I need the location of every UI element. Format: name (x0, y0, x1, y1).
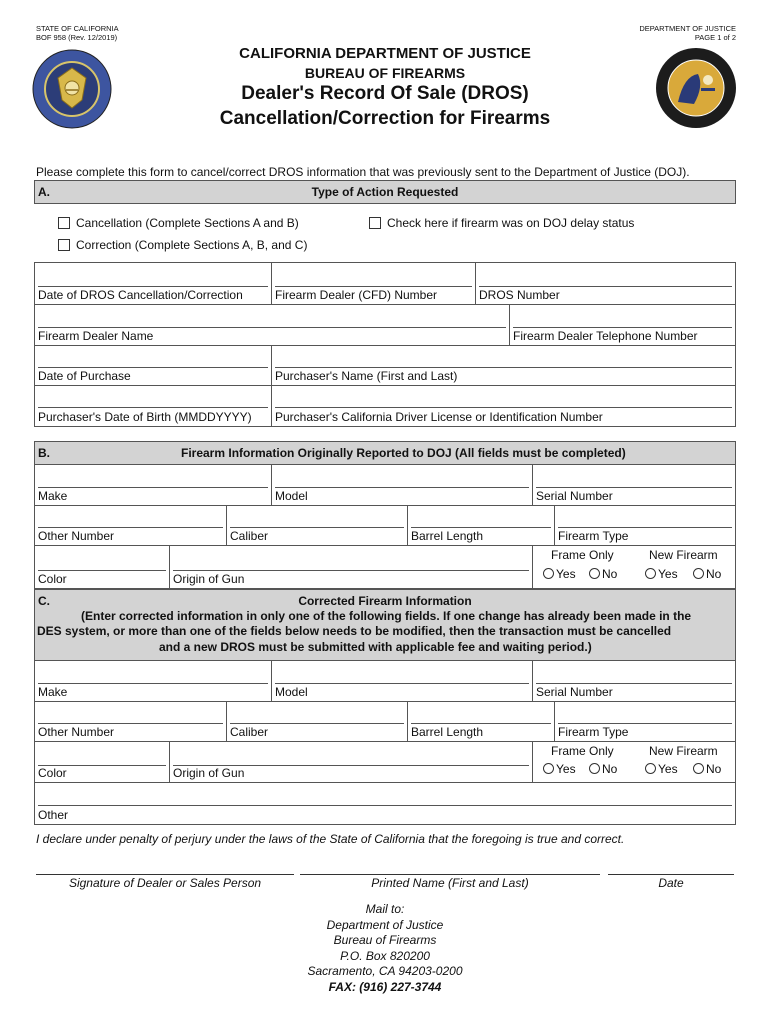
c-frame-only-group (533, 742, 635, 782)
b-frame-only-label: Frame Only (551, 548, 614, 562)
section-c-note-1: (Enter corrected information in only one of the following fields. If one change has already been made in the (81, 609, 692, 623)
c-other-field[interactable]: Other (35, 783, 735, 824)
c-origin-field[interactable]: Origin of Gun (170, 742, 533, 782)
c-new-firearm-label: New Firearm (649, 744, 718, 758)
date-line[interactable] (608, 874, 734, 875)
c-other-number-field[interactable]: Other Number (35, 702, 227, 741)
printed-name-line[interactable] (300, 874, 600, 875)
dealer-phone-field[interactable]: Firearm Dealer Telephone Number (510, 305, 735, 345)
form-title: Dealer's Record Of Sale (DROS) (241, 83, 529, 104)
b-new-firearm-label: New Firearm (649, 548, 718, 562)
c-firearm-type-field[interactable]: Firearm Type (555, 702, 735, 741)
correction-checkbox[interactable] (58, 239, 70, 251)
c-frame-yes-radio[interactable] (543, 763, 554, 774)
b-model-field[interactable]: Model (272, 465, 533, 505)
cancellation-label: Cancellation (Complete Sections A and B) (76, 216, 299, 230)
section-c-note-3: and a new DROS must be submitted with applicable fee and waiting period.) (159, 640, 592, 654)
agency-title: CALIFORNIA DEPARTMENT OF JUSTICE (239, 45, 531, 62)
license-field[interactable]: Purchaser's California Driver License or Identification Number (272, 386, 735, 426)
b-frame-yes-radio[interactable] (543, 568, 554, 579)
c-model-field[interactable]: Model (272, 661, 533, 701)
b-make-field[interactable]: Make (35, 465, 272, 505)
mail-line-2: Department of Justice (326, 917, 444, 932)
c-make-field[interactable]: Make (35, 661, 272, 701)
b-serial-field[interactable]: Serial Number (533, 465, 735, 505)
delay-option[interactable] (369, 216, 634, 230)
b-firearm-type-field[interactable]: Firearm Type (555, 506, 735, 545)
section-b-fields (34, 465, 736, 589)
c-color-field[interactable]: Color (35, 742, 170, 782)
date-label: Date (658, 876, 684, 890)
c-frame-no[interactable]: No (589, 762, 617, 780)
c-frame-only-label: Frame Only (551, 744, 614, 758)
b-frame-no[interactable]: No (589, 567, 617, 586)
c-caliber-field[interactable]: Caliber (227, 702, 408, 741)
b-new-no-radio[interactable] (693, 568, 704, 579)
dob-field[interactable]: Purchaser's Date of Birth (MMDDYYYY) (35, 386, 272, 426)
section-a-title: Type of Action Requested (311, 185, 459, 199)
section-b-title: Firearm Information Originally Reported to DOJ (All fields must be completed) (181, 446, 626, 460)
delay-label: Check here if firearm was on DOJ delay status (387, 216, 635, 230)
dealer-cfd-field[interactable]: Firearm Dealer (CFD) Number (272, 263, 476, 304)
section-b-header (34, 441, 736, 465)
b-caliber-field[interactable]: Caliber (227, 506, 408, 545)
mail-address (0, 902, 770, 995)
page-number: PAGE 1 of 2 (694, 33, 736, 42)
form-id: BOF 958 (Rev. 12/2019) (36, 33, 118, 42)
mail-line-4: P.O. Box 820200 (340, 948, 430, 963)
b-frame-no-radio[interactable] (589, 568, 600, 579)
c-new-yes[interactable]: Yes (645, 762, 678, 780)
section-c-fields (34, 661, 736, 825)
b-frame-yes[interactable]: Yes (543, 567, 576, 586)
b-color-field[interactable]: Color (35, 546, 170, 588)
state-label: STATE OF CALIFORNIA (36, 24, 119, 33)
section-a-letter: A. (38, 185, 50, 199)
section-a-header (34, 180, 736, 204)
printed-name-label: Printed Name (First and Last) (371, 876, 529, 890)
b-other-number-field[interactable]: Other Number (35, 506, 227, 545)
c-new-firearm-group (635, 742, 735, 782)
correction-option[interactable] (58, 238, 307, 252)
b-new-yes[interactable]: Yes (645, 567, 678, 586)
b-origin-field[interactable]: Origin of Gun (170, 546, 533, 588)
mail-line-5: Sacramento, CA 94203-0200 (307, 964, 463, 978)
delay-checkbox[interactable] (369, 217, 381, 229)
c-frame-no-radio[interactable] (589, 763, 600, 774)
purchase-date-field[interactable]: Date of Purchase (35, 346, 272, 385)
dept-label: DEPARTMENT OF JUSTICE (639, 24, 736, 33)
dros-number-field[interactable]: DROS Number (476, 263, 735, 304)
dealer-signature-label: Signature of Dealer or Sales Person (68, 876, 262, 890)
section-a-fields (34, 262, 736, 427)
c-new-no-radio[interactable] (693, 763, 704, 774)
c-barrel-field[interactable]: Barrel Length (408, 702, 555, 741)
dealer-name-field[interactable]: Firearm Dealer Name (35, 305, 510, 345)
b-frame-only-group (533, 546, 635, 588)
mail-line-3: Bureau of Firearms (333, 933, 437, 947)
section-b-letter: B. (38, 446, 50, 460)
bureau-title: BUREAU OF FIREARMS (304, 65, 466, 81)
cancellation-date-field[interactable]: Date of DROS Cancellation/Correction (35, 263, 272, 304)
section-c-note-2: DES system, or more than one of the fields below needs to be modified, then the transaction must be cancelled (37, 624, 672, 638)
c-new-yes-radio[interactable] (645, 763, 656, 774)
correction-label: Correction (Complete Sections A, B, and C) (76, 238, 308, 252)
declaration-text: I declare under penalty of perjury under the laws of the State of California that the foregoing is true and correct. (36, 832, 625, 846)
b-barrel-field[interactable]: Barrel Length (408, 506, 555, 545)
intro-text: Please complete this form to cancel/correct DROS information that was previously sent to the Department of Justice (DOJ). (36, 165, 690, 179)
c-frame-yes[interactable]: Yes (543, 762, 576, 780)
form-subtitle: Cancellation/Correction for Firearms (219, 108, 551, 129)
b-new-firearm-group (635, 546, 735, 588)
cancellation-checkbox[interactable] (58, 217, 70, 229)
purchaser-name-field[interactable]: Purchaser's Name (First and Last) (272, 346, 735, 385)
section-c-header (34, 589, 736, 661)
c-new-no[interactable]: No (693, 762, 721, 780)
c-serial-field[interactable]: Serial Number (533, 661, 735, 701)
b-new-yes-radio[interactable] (645, 568, 656, 579)
fax-number: FAX: (916) 227-3744 (328, 979, 442, 994)
section-c-letter: C. (38, 594, 50, 608)
dealer-signature-line[interactable] (36, 874, 294, 875)
b-new-no[interactable]: No (693, 567, 721, 586)
mail-line-1: Mail to: (365, 902, 405, 916)
cancellation-option[interactable] (58, 216, 299, 230)
section-c-title: Corrected Firearm Information (298, 594, 472, 608)
